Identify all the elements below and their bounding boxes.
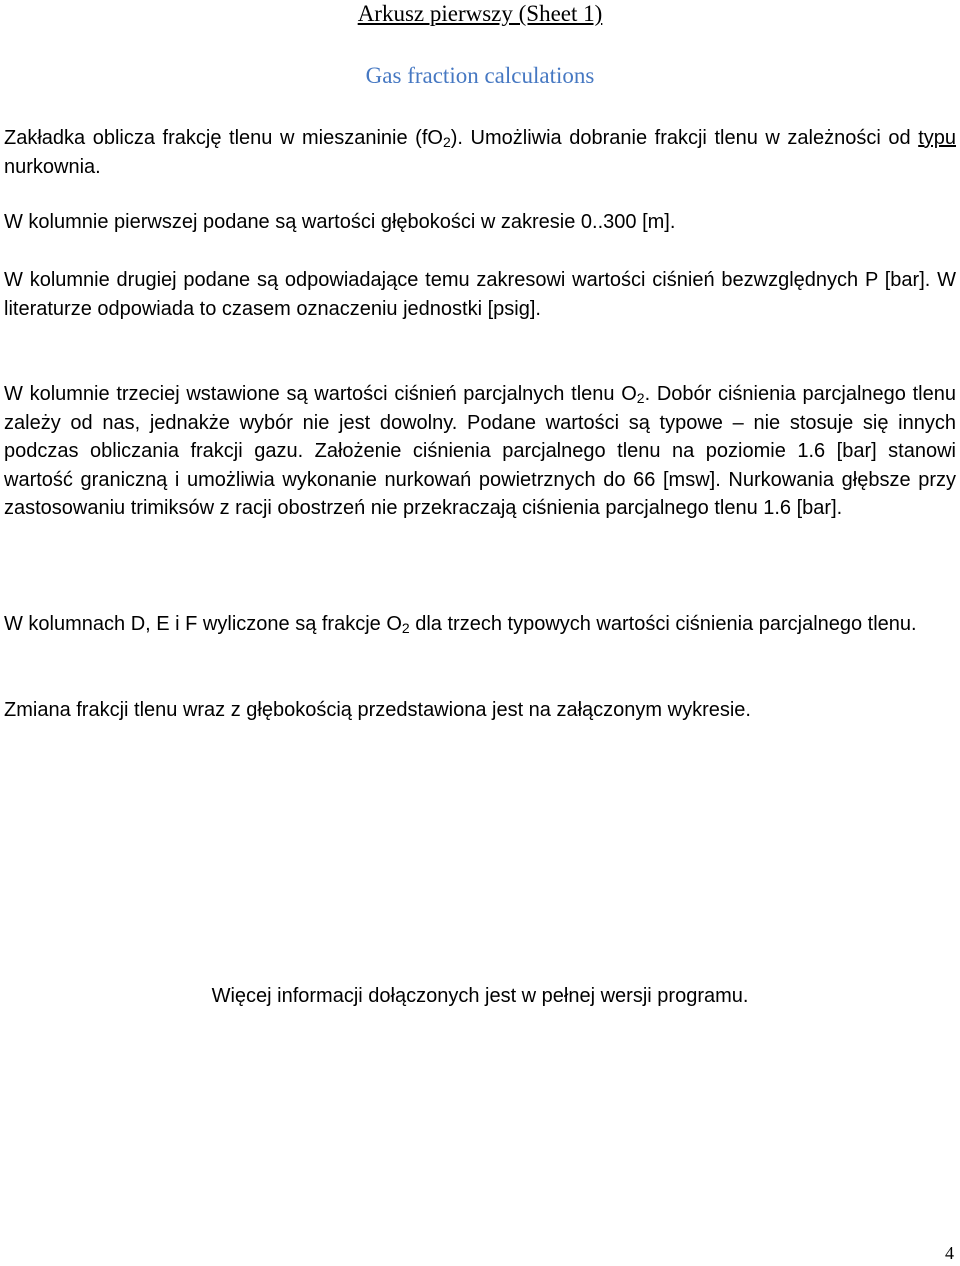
underlined-word: typu <box>918 127 956 149</box>
text-fragment: ). Umożliwia dobranie frakcji tlenu w zależności od <box>450 127 919 149</box>
text-fragment: nurkownia. <box>4 155 101 178</box>
page-title: Arkusz pierwszy (Sheet 1) <box>357 1 603 26</box>
page-number: 4 <box>945 1243 954 1263</box>
subscript: 2 <box>401 620 410 636</box>
paragraph-pressure-column: W kolumnie drugiej podane są odpowiadające temu zakresowi wartości ciśnień bezwzględnych P [bar]. W literaturze odpowiada to czasem oznaczeniu jednostki [psig]. <box>4 269 956 320</box>
paragraph-fraction-columns <box>4 610 956 639</box>
text-fragment: W kolumnach D, E i F wyliczone są frakcje O <box>4 613 402 635</box>
text-fragment: . Dobór ciśnienia parcjalnego tlenu zależy od nas, jednakże wybór nie jest dowolny. Podane wartości są typowe – nie stosuje się innych podczas obliczania frakcji gazu. Założenie ciśnienia parcjalnego tlenu na poziomie 1.6 [bar] stanowi wartość graniczną i umożliwia wykonanie nurkowań powietrznych do 66 [msw]. Nurkowania głębsze przy zastosowaniu trimiksów z racji obostrzeń nie przekraczają ciśnienia parcjalnego tlenu 1.6 [bar]. <box>4 383 956 519</box>
paragraph-depth-column: W kolumnie pierwszej podane są wartości głębokości w zakresie 0..300 [m]. <box>4 211 676 233</box>
page-subtitle: Gas fraction calculations <box>365 63 595 88</box>
text-fragment: W kolumnie trzeciej wstawione są wartości ciśnień parcjalnych tlenu O <box>4 383 637 405</box>
paragraph-partial-pressure-column <box>4 380 956 523</box>
text-fragment: Zakładka oblicza frakcję tlenu w mieszaninie (fO <box>4 127 443 149</box>
subscript: 2 <box>636 390 645 406</box>
paragraph-oxygen-fraction <box>4 124 956 181</box>
subscript: 2 <box>442 134 451 150</box>
paragraph-chart-note: Zmiana frakcji tlenu wraz z głębokością przedstawiona jest na załączonym wykresie. <box>4 699 751 721</box>
text-fragment: dla trzech typowych wartości ciśnienia parcjalnego tlenu. <box>409 613 917 635</box>
more-info-note: Więcej informacji dołączonych jest w pełnej wersji programu. <box>211 985 749 1007</box>
